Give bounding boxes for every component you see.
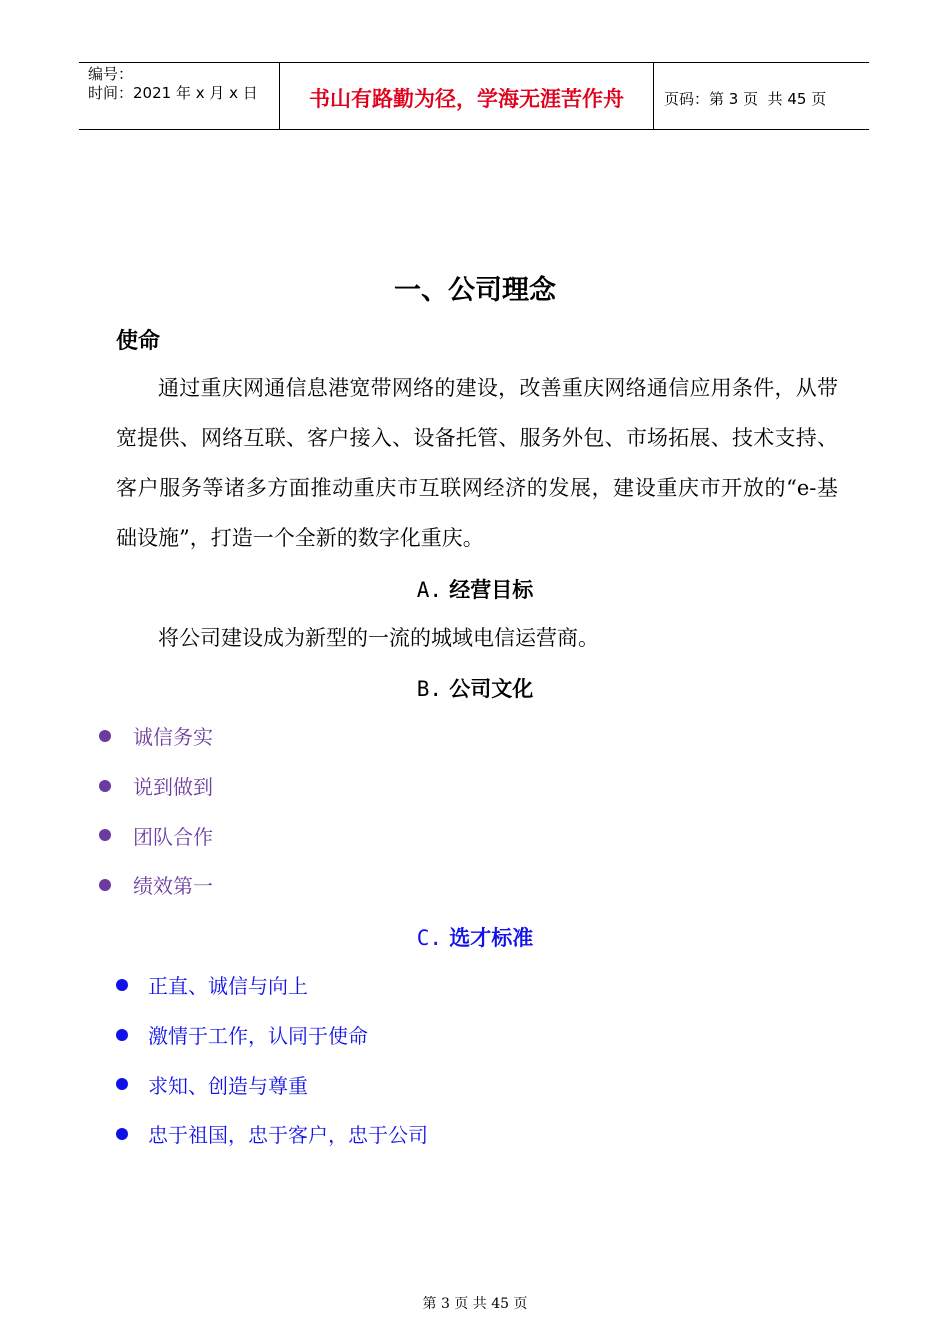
bullet-dot-icon [116,1128,128,1140]
header-motto: 书山有路勤为径，学海无涯苦作舟 [280,63,654,129]
list-item-text: 绩效第一 [133,874,213,899]
header-page-info [654,63,869,129]
section-title: 公司文化 [449,677,534,701]
company-culture-list [99,711,213,910]
document-number-label: 编号： [88,65,134,83]
page-header [79,62,869,130]
page-footer: 第 3 页 共 45 页 [422,1296,528,1312]
list-item-text: 团队合作 [133,824,213,849]
list-item [99,810,213,860]
bullet-dot-icon [116,1029,128,1041]
list-item [116,960,428,1010]
list-item [99,860,213,910]
list-item-text: 求知、创造与尊重 [148,1073,308,1098]
header-page-info-text: 页码：第 3 页 共 45 页 [664,89,827,108]
mission-heading: 使命 [116,329,161,354]
bullet-dot-icon [116,979,128,991]
document-time-label: 时间：2021 年 x 月 x 日 [88,84,258,102]
section-prefix: A. [416,578,442,602]
list-item-text: 忠于祖国，忠于客户，忠于公司 [148,1123,428,1148]
header-meta [79,63,280,129]
list-item-text: 说到做到 [133,775,213,800]
section-prefix: B. [416,677,442,701]
section-heading-company-culture [0,673,950,703]
list-item [99,761,213,811]
page-title: 一、公司理念 [394,275,556,306]
list-item [116,1109,428,1159]
section-heading-business-goal [0,574,950,604]
bullet-dot-icon [116,1078,128,1090]
bullet-dot-icon [99,879,111,891]
talent-criteria-list [116,960,428,1159]
bullet-dot-icon [99,730,111,742]
list-item-text: 正直、诚信与向上 [148,974,308,999]
bullet-dot-icon [99,829,111,841]
section-heading-talent-criteria [0,922,950,952]
business-goal-paragraph: 将公司建设成为新型的一流的城域电信运营商。 [158,626,599,650]
list-item [116,1010,428,1060]
section-title: 选才标准 [449,926,534,950]
section-title: 经营目标 [449,578,534,602]
list-item [116,1059,428,1109]
section-prefix: C. [416,926,442,950]
list-item [99,711,213,761]
mission-paragraph: 通过重庆网通信息港宽带网络的建设，改善重庆网络通信应用条件，从带宽提供、网络互联、客户接入、设备托管、服务外包、市场拓展、技术支持、客户服务等诸多方面推动重庆市互联网经济的发展，建设重庆市开放的“e-基础设施”，打造一个全新的数字化重庆。 [116,376,838,550]
list-item-text: 激情于工作，认同于使命 [148,1024,368,1049]
bullet-dot-icon [99,780,111,792]
list-item-text: 诚信务实 [133,725,213,750]
